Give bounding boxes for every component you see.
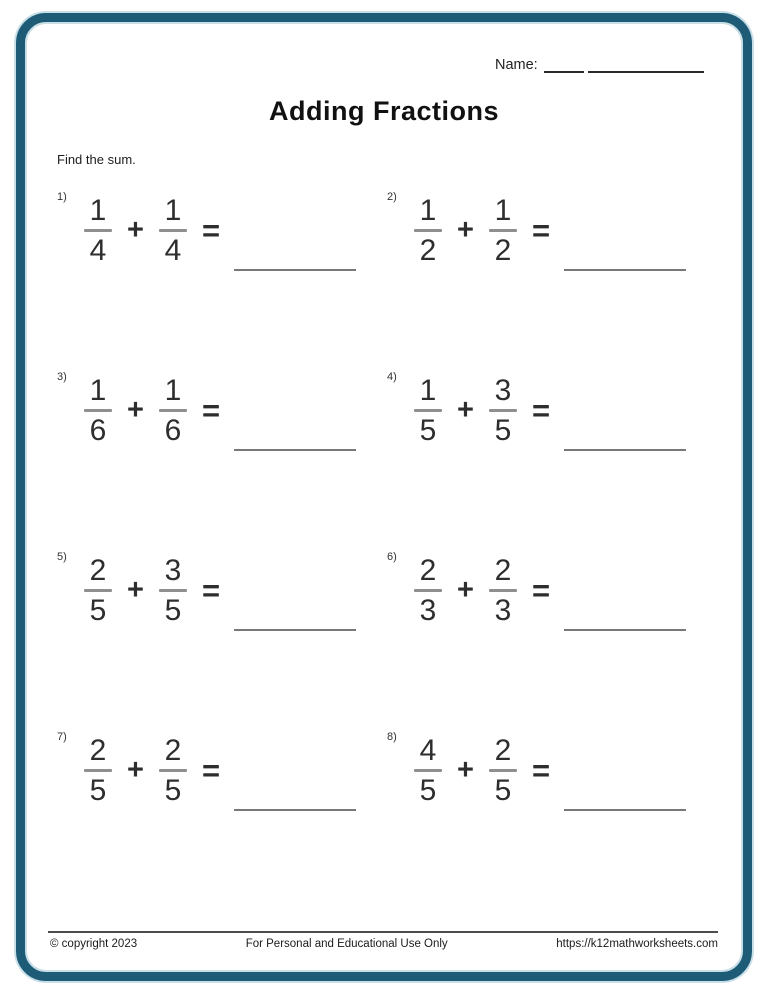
- equals-sign: =: [201, 392, 221, 428]
- expression: [411, 734, 686, 807]
- denominator: 5: [164, 774, 182, 807]
- expression: [81, 194, 356, 267]
- expression: [81, 734, 356, 807]
- footer: [50, 938, 718, 950]
- problem-number: 4): [387, 371, 397, 383]
- fraction-bar: [414, 229, 442, 232]
- problem-number: 3): [57, 371, 67, 383]
- expression: [81, 554, 356, 627]
- fraction: [156, 374, 190, 447]
- footer-usage-note: For Personal and Educational Use Only: [245, 938, 448, 950]
- name-field-row: [495, 57, 704, 73]
- problem-number: 6): [387, 551, 397, 563]
- equals-sign: =: [201, 212, 221, 248]
- fraction-bar: [159, 589, 187, 592]
- problem-4: [387, 371, 717, 471]
- fraction: [411, 734, 445, 807]
- equals-sign: =: [201, 572, 221, 608]
- answer-blank[interactable]: [234, 269, 356, 271]
- numerator: 2: [494, 734, 512, 767]
- problem-8: [387, 731, 717, 831]
- problem-5: [57, 551, 387, 651]
- numerator: 1: [164, 194, 182, 227]
- plus-operator: +: [457, 574, 474, 606]
- plus-operator: +: [127, 574, 144, 606]
- numerator: 2: [89, 554, 107, 587]
- denominator: 6: [89, 414, 107, 447]
- fraction-bar: [84, 769, 112, 772]
- plus-operator: +: [457, 214, 474, 246]
- fraction: [486, 374, 520, 447]
- answer-blank[interactable]: [564, 269, 686, 271]
- denominator: 4: [89, 234, 107, 267]
- fraction: [411, 554, 445, 627]
- denominator: 4: [164, 234, 182, 267]
- fraction: [156, 194, 190, 267]
- denominator: 5: [89, 594, 107, 627]
- numerator: 2: [89, 734, 107, 767]
- denominator: 5: [419, 774, 437, 807]
- problem-6: [387, 551, 717, 651]
- fraction-bar: [159, 769, 187, 772]
- fraction: [81, 734, 115, 807]
- numerator: 1: [89, 374, 107, 407]
- numerator: 1: [494, 194, 512, 227]
- answer-blank[interactable]: [234, 629, 356, 631]
- numerator: 4: [419, 734, 437, 767]
- problem-number: 5): [57, 551, 67, 563]
- instruction-text: Find the sum.: [57, 152, 136, 167]
- expression: [411, 194, 686, 267]
- page-title: Adding Fractions: [269, 96, 499, 126]
- problem-number: 1): [57, 191, 67, 203]
- problem-2: [387, 191, 717, 291]
- expression: [81, 374, 356, 447]
- name-label: Name:: [495, 57, 538, 73]
- equals-sign: =: [201, 752, 221, 788]
- name-blank-line[interactable]: [544, 58, 584, 73]
- fraction-bar: [489, 409, 517, 412]
- plus-operator: +: [457, 754, 474, 786]
- denominator: 5: [164, 594, 182, 627]
- fraction-bar: [414, 409, 442, 412]
- answer-blank[interactable]: [234, 809, 356, 811]
- fraction: [81, 194, 115, 267]
- fraction: [81, 554, 115, 627]
- fraction-bar: [489, 589, 517, 592]
- fraction-bar: [159, 409, 187, 412]
- answer-blank[interactable]: [234, 449, 356, 451]
- equals-sign: =: [531, 752, 551, 788]
- numerator: 3: [494, 374, 512, 407]
- plus-operator: +: [127, 394, 144, 426]
- answer-blank[interactable]: [564, 629, 686, 631]
- expression: [411, 374, 686, 447]
- name-blank-line[interactable]: [588, 58, 704, 73]
- numerator: 2: [164, 734, 182, 767]
- fraction-bar: [414, 589, 442, 592]
- footer-divider: [48, 931, 718, 933]
- fraction: [81, 374, 115, 447]
- plus-operator: +: [127, 214, 144, 246]
- denominator: 6: [164, 414, 182, 447]
- equals-sign: =: [531, 392, 551, 428]
- numerator: 1: [419, 374, 437, 407]
- problem-3: [57, 371, 387, 471]
- denominator: 5: [89, 774, 107, 807]
- plus-operator: +: [127, 754, 144, 786]
- fraction: [411, 374, 445, 447]
- fraction-bar: [84, 589, 112, 592]
- problems-grid: [57, 191, 717, 831]
- problem-number: 2): [387, 191, 397, 203]
- numerator: 2: [494, 554, 512, 587]
- fraction-bar: [414, 769, 442, 772]
- problem-7: [57, 731, 387, 831]
- denominator: 5: [494, 774, 512, 807]
- denominator: 3: [494, 594, 512, 627]
- equals-sign: =: [531, 212, 551, 248]
- fraction: [486, 734, 520, 807]
- plus-operator: +: [457, 394, 474, 426]
- fraction-bar: [489, 769, 517, 772]
- fraction: [156, 734, 190, 807]
- denominator: 2: [419, 234, 437, 267]
- fraction-bar: [84, 229, 112, 232]
- numerator: 1: [89, 194, 107, 227]
- fraction-bar: [159, 229, 187, 232]
- fraction-bar: [489, 229, 517, 232]
- denominator: 3: [419, 594, 437, 627]
- fraction: [486, 554, 520, 627]
- footer-website-link[interactable]: https://k12mathworksheets.com: [556, 938, 718, 950]
- answer-blank[interactable]: [564, 449, 686, 451]
- problem-number: 8): [387, 731, 397, 743]
- denominator: 5: [494, 414, 512, 447]
- numerator: 2: [419, 554, 437, 587]
- fraction: [411, 194, 445, 267]
- answer-blank[interactable]: [564, 809, 686, 811]
- problem-1: [57, 191, 387, 291]
- fraction-bar: [84, 409, 112, 412]
- denominator: 2: [494, 234, 512, 267]
- footer-copyright: © copyright 2023: [50, 938, 138, 950]
- fraction: [486, 194, 520, 267]
- problem-number: 7): [57, 731, 67, 743]
- fraction: [156, 554, 190, 627]
- numerator: 1: [164, 374, 182, 407]
- numerator: 3: [164, 554, 182, 587]
- equals-sign: =: [531, 572, 551, 608]
- numerator: 1: [419, 194, 437, 227]
- expression: [411, 554, 686, 627]
- denominator: 5: [419, 414, 437, 447]
